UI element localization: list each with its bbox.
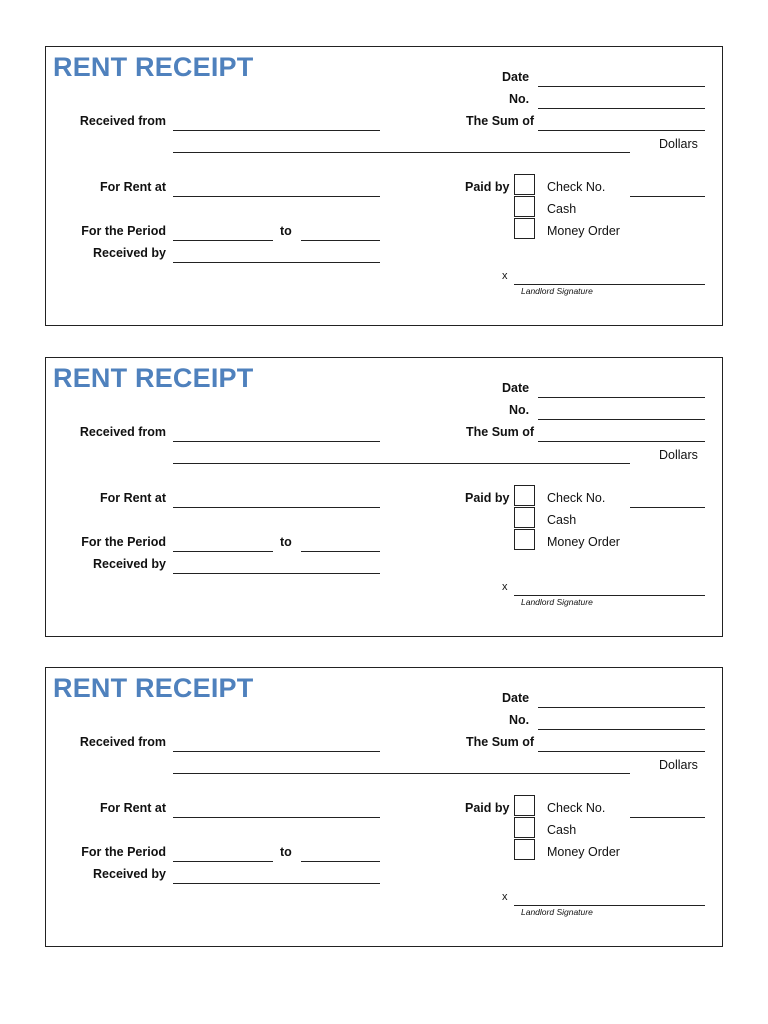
check-number-field[interactable] <box>630 507 705 508</box>
cash-checkbox[interactable] <box>514 507 535 528</box>
received-by-label: Received by <box>93 246 166 260</box>
landlord-signature-field[interactable] <box>514 284 705 285</box>
dollars-label: Dollars <box>659 448 698 462</box>
money-order-label: Money Order <box>547 535 620 549</box>
check-checkbox[interactable] <box>514 174 535 195</box>
received-from-label: Received from <box>79 735 166 749</box>
period-start-field[interactable] <box>173 861 273 862</box>
receipt-title: RENT RECEIPT <box>53 673 254 703</box>
period-label: For the Period <box>81 535 166 549</box>
received-from-field[interactable] <box>173 130 380 131</box>
received-from-field[interactable] <box>173 441 380 442</box>
date-label: Date <box>502 691 530 705</box>
rent-at-label: For Rent at <box>100 801 166 815</box>
check-number-field[interactable] <box>630 196 705 197</box>
period-to-label: to <box>280 845 292 859</box>
cash-checkbox[interactable] <box>514 817 535 838</box>
money-order-checkbox[interactable] <box>514 839 535 860</box>
money-order-label: Money Order <box>547 224 620 238</box>
receipt-title: RENT RECEIPT <box>53 52 254 82</box>
money-order-checkbox[interactable] <box>514 529 535 550</box>
landlord-signature-field[interactable] <box>514 905 705 906</box>
period-start-field[interactable] <box>173 551 273 552</box>
received-from-label: Received from <box>79 114 166 128</box>
received-by-label: Received by <box>93 867 166 881</box>
period-end-field[interactable] <box>301 551 380 552</box>
date-field[interactable] <box>538 707 705 708</box>
paid-by-label: Paid by <box>465 180 510 194</box>
receipt-title: RENT RECEIPT <box>53 363 254 393</box>
signature-x-mark: x <box>502 270 508 282</box>
money-order-label: Money Order <box>547 845 620 859</box>
period-label: For the Period <box>81 224 166 238</box>
rent-at-label: For Rent at <box>100 491 166 505</box>
sum-field[interactable] <box>538 441 705 442</box>
landlord-signature-field[interactable] <box>514 595 705 596</box>
period-to-label: to <box>280 535 292 549</box>
received-by-field[interactable] <box>173 883 380 884</box>
receipt-number-label: No. <box>509 403 530 417</box>
rent-at-field[interactable] <box>173 817 380 818</box>
check-label: Check No. <box>547 801 606 815</box>
period-label: For the Period <box>81 845 166 859</box>
period-end-field[interactable] <box>301 240 380 241</box>
period-start-field[interactable] <box>173 240 273 241</box>
signature-x-mark: x <box>502 891 508 903</box>
paid-by-label: Paid by <box>465 491 510 505</box>
sum-label: The Sum of <box>466 114 535 128</box>
dollars-label: Dollars <box>659 137 698 151</box>
received-from-label: Received from <box>79 425 166 439</box>
received-by-field[interactable] <box>173 262 380 263</box>
check-label: Check No. <box>547 180 606 194</box>
receipt-number-label: No. <box>509 92 530 106</box>
cash-label: Cash <box>547 823 577 837</box>
amount-in-words-field[interactable] <box>173 463 630 464</box>
date-label: Date <box>502 70 530 84</box>
signature-label: Landlord Signature <box>521 286 593 296</box>
signature-label: Landlord Signature <box>521 907 593 917</box>
period-end-field[interactable] <box>301 861 380 862</box>
sum-field[interactable] <box>538 751 705 752</box>
received-by-label: Received by <box>93 557 166 571</box>
cash-label: Cash <box>547 513 577 527</box>
receipt-number-field[interactable] <box>538 419 705 420</box>
rent-at-field[interactable] <box>173 196 380 197</box>
check-label: Check No. <box>547 491 606 505</box>
sum-label: The Sum of <box>466 425 535 439</box>
amount-in-words-field[interactable] <box>173 773 630 774</box>
rent-at-field[interactable] <box>173 507 380 508</box>
receipt-number-label: No. <box>509 713 530 727</box>
signature-label: Landlord Signature <box>521 597 593 607</box>
rent-receipt-2 <box>45 357 723 637</box>
date-field[interactable] <box>538 86 705 87</box>
sum-label: The Sum of <box>466 735 535 749</box>
date-label: Date <box>502 381 530 395</box>
sum-field[interactable] <box>538 130 705 131</box>
receipt-number-field[interactable] <box>538 729 705 730</box>
money-order-checkbox[interactable] <box>514 218 535 239</box>
period-to-label: to <box>280 224 292 238</box>
cash-checkbox[interactable] <box>514 196 535 217</box>
cash-label: Cash <box>547 202 577 216</box>
rent-at-label: For Rent at <box>100 180 166 194</box>
dollars-label: Dollars <box>659 758 698 772</box>
received-by-field[interactable] <box>173 573 380 574</box>
received-from-field[interactable] <box>173 751 380 752</box>
receipt-number-field[interactable] <box>538 108 705 109</box>
amount-in-words-field[interactable] <box>173 152 630 153</box>
check-checkbox[interactable] <box>514 485 535 506</box>
check-checkbox[interactable] <box>514 795 535 816</box>
rent-receipt-3 <box>45 667 723 947</box>
rent-receipt-1 <box>45 46 723 326</box>
signature-x-mark: x <box>502 581 508 593</box>
paid-by-label: Paid by <box>465 801 510 815</box>
date-field[interactable] <box>538 397 705 398</box>
check-number-field[interactable] <box>630 817 705 818</box>
